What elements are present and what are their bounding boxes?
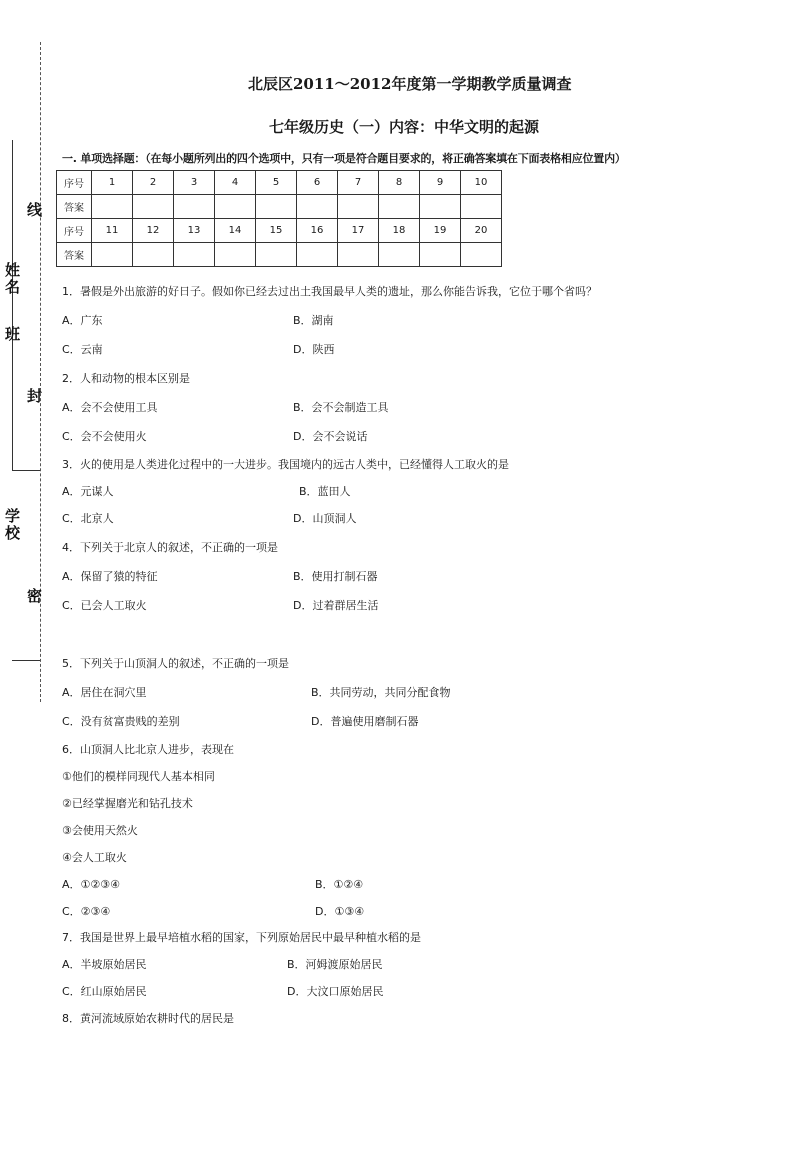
answer-cell[interactable] (461, 195, 502, 219)
number-cell: 13 (174, 219, 215, 243)
number-cell: 9 (420, 171, 461, 195)
answer-cell[interactable] (133, 195, 174, 219)
question-6-statement-4: ④会人工取火 (62, 851, 127, 864)
question-1-stem: 1．暑假是外出旅游的好日子。假如你已经去过出土我国最早人类的遗址，那么你能告诉我，它位于哪个省吗？ (62, 285, 597, 298)
answer-cell[interactable] (256, 195, 297, 219)
page-title: 北辰区2011～2012年度第一学期教学质量调查 (248, 75, 572, 93)
question-4-option-d: D．过着群居生活 (293, 599, 379, 612)
row-label: 答案 (57, 195, 92, 219)
answer-cell[interactable] (379, 243, 420, 267)
question-8-stem: 8．黄河流域原始农耕时代的居民是 (62, 1012, 234, 1025)
question-3-option-c: C．北京人 (62, 512, 114, 525)
answer-cell[interactable] (338, 243, 379, 267)
question-6-option-b: B．①②④ (315, 878, 364, 891)
answer-cell[interactable] (297, 195, 338, 219)
row-label: 序号 (57, 171, 92, 195)
question-5-option-d: D．普遍使用磨制石器 (311, 715, 419, 728)
question-6-option-a: A．①②③④ (62, 878, 120, 891)
table-row (57, 195, 502, 219)
answer-cell[interactable] (338, 195, 379, 219)
number-cell: 11 (92, 219, 133, 243)
question-7-option-b: B．河姆渡原始居民 (287, 958, 383, 971)
question-1-option-b: B．湖南 (293, 314, 334, 327)
question-6-statement-3: ③会使用天然火 (62, 824, 138, 837)
school-underline (12, 660, 40, 661)
answer-cell[interactable] (174, 243, 215, 267)
question-5-option-b: B．共同劳动，共同分配食物 (311, 686, 451, 699)
answer-cell[interactable] (215, 195, 256, 219)
number-cell: 10 (461, 171, 502, 195)
question-7-option-d: D．大汶口原始居民 (287, 985, 384, 998)
answer-cell[interactable] (256, 243, 297, 267)
question-1-option-d: D．陕西 (293, 343, 335, 356)
number-cell: 14 (215, 219, 256, 243)
margin-vertical-rule (12, 140, 13, 470)
question-3-stem: 3．火的使用是人类进化过程中的一大进步。我国境内的远古人类中，已经懂得人工取火的是 (62, 458, 509, 471)
number-cell: 4 (215, 171, 256, 195)
page-subtitle: 七年级历史（一）内容：中华文明的起源 (269, 118, 540, 136)
number-cell: 3 (174, 171, 215, 195)
question-6-stem: 6．山顶洞人比北京人进步，表现在 (62, 743, 234, 756)
question-4-option-c: C．已会人工取火 (62, 599, 147, 612)
table-row (57, 219, 502, 243)
number-cell: 12 (133, 219, 174, 243)
answer-cell[interactable] (297, 243, 338, 267)
row-label: 答案 (57, 243, 92, 267)
number-cell: 16 (297, 219, 338, 243)
question-6-statement-2: ②已经掌握磨光和钻孔技术 (62, 797, 193, 810)
answer-cell[interactable] (133, 243, 174, 267)
number-cell: 17 (338, 219, 379, 243)
question-1-option-c: C．云南 (62, 343, 103, 356)
answer-cell[interactable] (420, 195, 461, 219)
answer-cell[interactable] (461, 243, 502, 267)
question-5-option-a: A．居住在洞穴里 (62, 686, 147, 699)
question-2-option-b: B．会不会制造工具 (293, 401, 389, 414)
answer-cell[interactable] (92, 243, 133, 267)
margin-label-class: 班 (3, 326, 21, 343)
question-3-option-a: A．元谋人 (62, 485, 114, 498)
question-2-option-a: A．会不会使用工具 (62, 401, 158, 414)
question-5-option-c: C．没有贫富贵贱的差别 (62, 715, 180, 728)
margin-label-name: 姓名 (3, 262, 21, 296)
answer-cell[interactable] (174, 195, 215, 219)
question-7-stem: 7．我国是世界上最早培植水稻的国家，下列原始居民中最早种植水稻的是 (62, 931, 421, 944)
number-cell: 8 (379, 171, 420, 195)
number-cell: 20 (461, 219, 502, 243)
margin-label-seal: 封 (25, 388, 43, 405)
number-cell: 15 (256, 219, 297, 243)
question-6-option-c: C．②③④ (62, 905, 111, 918)
question-4-option-b: B．使用打制石器 (293, 570, 378, 583)
question-2-option-c: C．会不会使用火 (62, 430, 147, 443)
question-2-option-d: D．会不会说话 (293, 430, 368, 443)
answer-cell[interactable] (92, 195, 133, 219)
margin-label-line: 线 (25, 202, 43, 219)
row-label: 序号 (57, 219, 92, 243)
name-underline (12, 470, 40, 471)
question-6-option-d: D．①③④ (315, 905, 365, 918)
number-cell: 18 (379, 219, 420, 243)
number-cell: 7 (338, 171, 379, 195)
question-4-stem: 4．下列关于北京人的叙述，不正确的一项是 (62, 541, 278, 554)
question-3-option-d: D．山顶洞人 (293, 512, 357, 525)
question-1-option-a: A．广东 (62, 314, 103, 327)
margin-label-school: 学校 (3, 508, 21, 542)
number-cell: 19 (420, 219, 461, 243)
answer-cell[interactable] (420, 243, 461, 267)
number-cell: 6 (297, 171, 338, 195)
answer-cell[interactable] (215, 243, 256, 267)
question-6-statement-1: ①他们的模样同现代人基本相同 (62, 770, 215, 783)
table-row (57, 243, 502, 267)
section-heading: 一. 单项选择题：（在每小题所列出的四个选项中，只有一项是符合题目要求的，将正确答案填在下面表格相应位置内） (62, 152, 626, 165)
answer-cell[interactable] (379, 195, 420, 219)
question-7-option-c: C．红山原始居民 (62, 985, 147, 998)
number-cell: 5 (256, 171, 297, 195)
question-3-option-b: B．蓝田人 (299, 485, 351, 498)
number-cell: 2 (133, 171, 174, 195)
answer-table (56, 170, 502, 267)
question-7-option-a: A．半坡原始居民 (62, 958, 147, 971)
table-row (57, 171, 502, 195)
question-2-stem: 2．人和动物的根本区别是 (62, 372, 190, 385)
question-5-stem: 5．下列关于山顶洞人的叙述，不正确的一项是 (62, 657, 289, 670)
margin-label-secret: 密 (25, 588, 43, 605)
number-cell: 1 (92, 171, 133, 195)
question-4-option-a: A．保留了猿的特征 (62, 570, 158, 583)
